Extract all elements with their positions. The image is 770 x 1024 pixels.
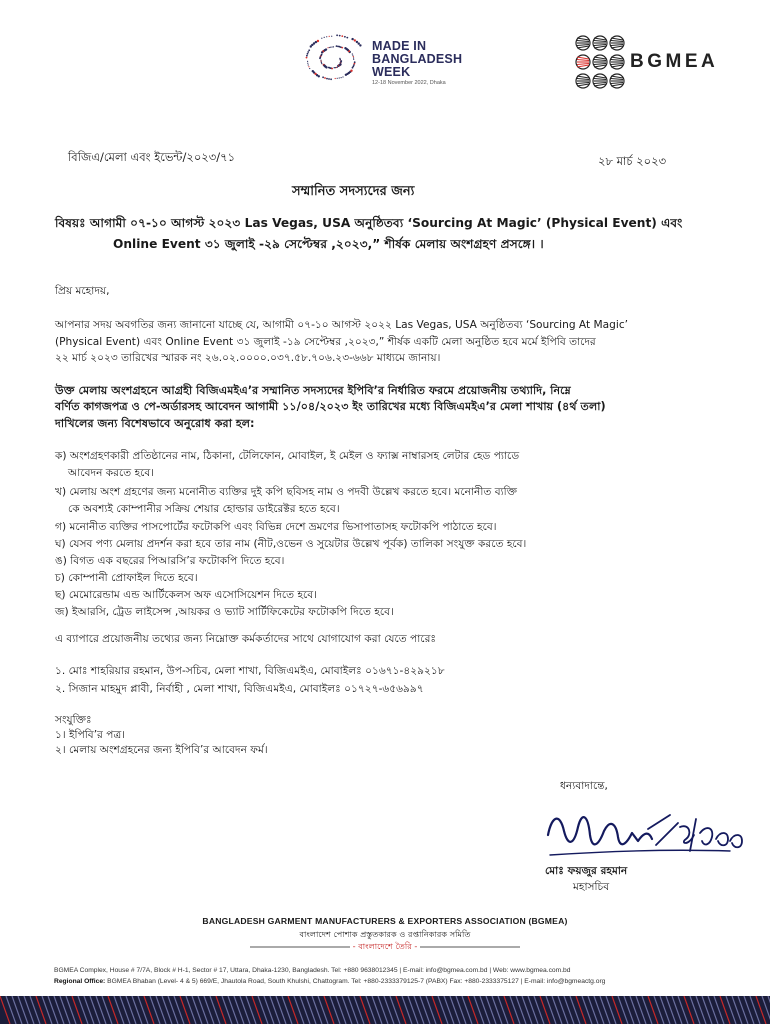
event-logo-dates: 12-18 November 2022, Dhaka xyxy=(372,80,446,86)
logo-dot xyxy=(307,53,309,55)
para1-line: আপনার সদয় অবগতির জন্য জানানো যাচ্ছে যে, আগামী ০৭-১০ আগস্ট ২০২২ Las Vegas, USA অনুষ্ঠিতব্য ‘Sourcing At Magic’ xyxy=(55,319,629,331)
logo-dot xyxy=(321,38,322,39)
para2-line: উক্ত মেলায় অংশগ্রহনে আগ্রহী বিজিএমইএ’র সম্মানিত সদস্যদের ইপিবি’র নির্ধারিত ফরমে প্রয়োজনীয় তথ্যাদি, নিম্নে xyxy=(55,384,571,397)
logo-dot xyxy=(324,77,326,79)
logo-dot xyxy=(342,76,343,77)
logo-dot xyxy=(307,63,308,64)
logo-stripe xyxy=(577,79,589,80)
logo-stripe xyxy=(577,57,589,59)
requirement-item: জ) ইআরসি, ট্রেড লাইসেন্স ,আয়কর ও ভ্যাট সার্টিফিকেটের ফটোকপি দিতে হবে। xyxy=(55,606,394,618)
logo-dot xyxy=(321,63,322,64)
logo-stripe xyxy=(577,64,589,65)
logo-stripe xyxy=(594,60,606,61)
logo-dot xyxy=(354,61,356,63)
requirement-item: ছ) মেমোরেন্ডাম এন্ড আর্টিকেলস অফ এসোসিয়েশন দিতে হবে। xyxy=(55,589,317,601)
logo-stripe xyxy=(611,76,623,78)
requirement-item: খ) মেলায় অংশ গ্রহণের জন্য মনোনীত ব্যক্তির দুই কপি ছবিসহ নাম ও পদবী উল্লেখ করতে হবে। মনোনীত ব্যক্তি xyxy=(55,486,518,498)
logo-stripe xyxy=(577,41,589,42)
logo-dot xyxy=(306,57,308,59)
requirement-item: চ) কোম্পানী প্রোফাইল দিতে হবে। xyxy=(55,572,198,584)
logo-stripe xyxy=(611,45,623,46)
logo-stripe xyxy=(594,84,606,86)
salutation-heading: সম্মানিত সদস্যদের জন্য xyxy=(292,184,415,199)
logo-stripe xyxy=(611,65,623,67)
logo-dot xyxy=(331,68,333,70)
footer-pattern-bar xyxy=(0,996,770,1024)
logo-stripe xyxy=(611,57,623,59)
logo-dot xyxy=(346,37,348,39)
logo-dot xyxy=(306,55,308,57)
greeting: প্রিয় মহোদয়, xyxy=(55,285,110,297)
logo-dot xyxy=(335,78,336,79)
logo-dot xyxy=(352,53,353,54)
signer-name: মোঃ ফয়জুর রহমান xyxy=(545,865,628,877)
event-logo-line2: BANGLADESH xyxy=(372,52,463,66)
logo-stripe xyxy=(594,41,606,42)
logo-stripe xyxy=(611,41,623,42)
regional-office-address: BGMEA Bhaban (Level- 4 & 5) 669/E, Jhautola Road, South Khulshi, Chattogram. Tel: +880-2333379125-7 (PABX) Fax: +880-2333375127 | E-mail: info@bgmeactg.org xyxy=(105,978,606,985)
logo-dot xyxy=(353,57,354,58)
logo-dot xyxy=(326,78,328,80)
logo-dot xyxy=(337,67,338,68)
logo-dot xyxy=(329,47,330,48)
signer-title: মহাসচিব xyxy=(573,881,610,893)
contact-intro: এ ব্যাপারে প্রয়োজনীয় তথ্যের জন্য নিম্নোক্ত কর্মকর্তাদের সাথে যোগাযোগ করা যেতে পারেঃ xyxy=(55,633,437,645)
logo-dot xyxy=(339,58,340,59)
logo-dot xyxy=(353,59,354,60)
logo-dot xyxy=(307,61,308,62)
logo-stripe xyxy=(611,64,623,65)
logo-stripe xyxy=(577,45,589,46)
logo-stripe xyxy=(611,79,623,80)
logo-dot xyxy=(308,64,309,65)
logo-dot xyxy=(332,46,333,47)
logo-stripe xyxy=(594,38,606,40)
logo-dot xyxy=(309,68,310,69)
logo-dot xyxy=(329,36,330,37)
logo-dot xyxy=(350,70,352,72)
requirement-item: ঙ) বিগত এক বছরের পিআরসি’র ফটোকপি দিতে হবে। xyxy=(55,555,285,567)
logo-stripe xyxy=(594,45,606,46)
logo-dot xyxy=(325,66,327,68)
made-in-bangladesh-week-logo-icon xyxy=(300,34,368,86)
logo-dot xyxy=(318,75,320,77)
logo-dot xyxy=(356,41,358,43)
logo-dot xyxy=(358,42,360,44)
logo-stripe xyxy=(611,84,623,86)
attachment-item: ১। ইপিবি’র পত্র। xyxy=(55,729,126,741)
footer-tagline: - বাংলাদেশে তৈরি - xyxy=(352,941,418,951)
para2-line: দাখিলের জন্য বিশেষভাবে অনুরোধ করা হল: xyxy=(55,417,255,430)
requirement-item: আবেদন করতে হবে। xyxy=(68,467,155,479)
logo-dot xyxy=(339,77,340,78)
logo-dot xyxy=(337,46,339,48)
logo-dot xyxy=(321,51,323,53)
logo-stripe xyxy=(594,83,606,84)
contact-item: ২. সিজান মাহমুদ প্লাবী, নির্বাহী , মেলা শাখা, বিজিএমইএ, মোবাইলঃ ০১৭২৭-৬৫৬৯৯৭ xyxy=(55,683,424,695)
footer-address-head-office: BGMEA Complex, House # 7/7A, Block # H-1, Sector # 17, Uttara, Dhaka-1230, Bangladesh. Tel: +880 9638012345 | E-mail: info@bgmea.com.bd | Web: www.bgmea.com.bd xyxy=(54,967,571,974)
logo-dot xyxy=(341,77,342,78)
logo-dot xyxy=(337,78,338,79)
logo-stripe xyxy=(611,46,623,48)
logo-dot xyxy=(310,45,312,47)
logo-dot xyxy=(341,35,343,37)
event-logo-line1: MADE IN xyxy=(372,39,427,53)
bgmea-logo-text: BGMEA xyxy=(630,51,719,72)
logo-dot xyxy=(307,51,309,53)
logo-stripe xyxy=(611,38,623,40)
subject-line-1: বিষয়ঃ আগামী ০৭-১০ আগস্ট ২০২৩ Las Vegas, USA অনুষ্ঠিতব্য ‘Sourcing At Magic’ (Physical Event) এবং xyxy=(55,216,683,230)
logo-stripe xyxy=(577,65,589,67)
logo-stripe xyxy=(577,84,589,86)
logo-stripe xyxy=(577,38,589,40)
requirement-item: ঘ) যেসব পণ্য মেলায় প্রদর্শন করা হবে তার নাম (নীট,ওভেন ও সুয়েটার উল্লেখ পূর্বক) তালিকা সংযুক্ত করতে হবে। xyxy=(55,538,527,550)
logo-stripe xyxy=(577,46,589,48)
logo-dot xyxy=(354,39,356,41)
subject-line-2: Online Event ৩১ জুলাই -২৯ সেপ্টেম্বর ,২০২৩,” শীর্ষক মেলায় অংশগ্রহণ প্রসঙ্গে। । xyxy=(113,237,544,251)
regional-office-label: Regional Office: xyxy=(54,978,106,985)
requirement-item: গ) মনোনীত ব্যক্তির পাসপোর্টের ফটোকপি এবং বিভিন্ন দেশে ভ্রমণের ভিসাপাতাসহ ফটোকপি পাঠাতে হবে। xyxy=(55,521,497,533)
closing: ধন্যবাদান্তে, xyxy=(560,780,608,792)
para2-line: বর্ণিত কাগজপত্র ও পে-অর্ডারসহ আবেদন আগামী ১১/০৪/২০২৩ ইং তারিখের মধ্যে বিজিএমইএ’র মেলা শাখায় (৪র্থ তলা) xyxy=(55,400,606,413)
logo-dot xyxy=(330,47,331,48)
logo-dot xyxy=(324,37,325,38)
footer-org-name: BANGLADESH GARMENT MANUFACTURERS & EXPORTERS ASSOCIATION (BGMEA) xyxy=(202,916,568,926)
logo-stripe xyxy=(577,83,589,84)
logo-dot xyxy=(339,35,341,37)
logo-dot xyxy=(353,56,354,57)
logo-dot xyxy=(308,66,309,67)
attachments-heading: সংযুক্তিঃ xyxy=(55,714,92,726)
logo-stripe xyxy=(611,83,623,84)
requirement-item: কে অবশ্যই কোম্পানীর সক্রিয় শেয়ার হোল্ডার ডাইরেক্টর হতে হবে। xyxy=(68,503,340,515)
logo-stripe xyxy=(594,46,606,48)
footer-address-regional xyxy=(54,978,605,985)
logo-dot xyxy=(319,57,321,59)
logo-dot xyxy=(308,49,310,51)
event-logo-line3: WEEK xyxy=(372,65,411,79)
logo-dot xyxy=(333,46,334,47)
bgmea-logo-icon xyxy=(575,34,625,92)
logo-stripe xyxy=(611,60,623,61)
letter-date: ২৮ মার্চ ২০২৩ xyxy=(598,154,667,168)
logo-stripe xyxy=(594,64,606,65)
logo-dot xyxy=(322,76,324,78)
para1-line: (Physical Event) এবং Online Event ৩১ জুলাই -১৯ সেপ্টেম্বর ,২০২৩,” শীর্ষক একটি মেলা অনুষ্ঠিত হবে মর্মে ইপিবি তাদের xyxy=(55,336,596,348)
logo-dot xyxy=(327,47,328,48)
logo-dot xyxy=(331,36,332,37)
logo-dot xyxy=(336,45,338,47)
attachment-item: ২। মেলায় অংশগ্রহনের জন্য ইপিবি’র আবেদন ফর্ম। xyxy=(55,744,268,756)
logo-stripe xyxy=(594,76,606,78)
logo-dot xyxy=(351,38,353,40)
logo-dot xyxy=(344,36,346,38)
signature-icon xyxy=(530,805,760,865)
logo-stripe xyxy=(594,57,606,59)
logo-dot xyxy=(340,60,342,62)
reference-number: বিজিএ/মেলা এবং ইভেন্ট/২০২৩/৭১ xyxy=(68,150,236,164)
logo-dot xyxy=(344,47,346,49)
logo-dot xyxy=(326,36,327,37)
logo-stripe xyxy=(594,65,606,67)
footer-org-name-bn: বাংলাদেশ পোশাক প্রস্তুতকারক ও রপ্তানিকারক সমিতি xyxy=(299,929,471,939)
requirement-item: ক) অংশগ্রহণকারী প্রতিষ্ঠানের নাম, ঠিকানা, টেলিফোন, মোবাইল, ই মেইল ও ফ্যাক্স নাম্বারসহ লেটার হেড প্যাডে xyxy=(55,450,520,462)
logo-dot xyxy=(328,78,330,80)
logo-dot xyxy=(352,55,353,56)
logo-dot xyxy=(339,63,341,65)
para1-line: ২২ মার্চ ২০২৩ তারিখের স্মারক নং ২৬.০২.০০০০.০৩৭.৫৮.৭০৬.২৩-৬৬৮ মাধ্যমে জানায়। xyxy=(55,352,441,364)
logo-dot xyxy=(336,34,338,36)
logo-stripe xyxy=(577,60,589,61)
logo-stripe xyxy=(577,76,589,78)
logo-dot xyxy=(359,44,361,46)
logo-stripe xyxy=(594,79,606,80)
logo-dot xyxy=(330,78,332,80)
contact-item: ১. মোঃ শাহরিয়ার রহমান, উপ-সচিব, মেলা শাখা, বিজিএমইএ, মোবাইলঃ ০১৬৭১-৪২৯২১৮ xyxy=(55,665,445,677)
